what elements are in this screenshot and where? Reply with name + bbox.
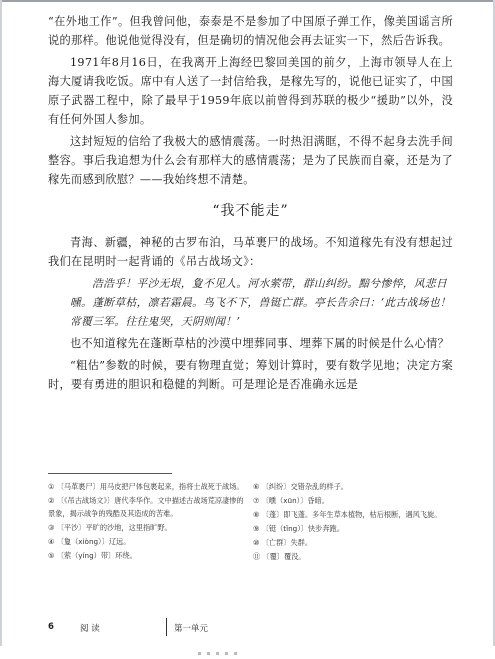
page-left-border [0,0,2,646]
footnote: ⑩ 〔亡群〕失群。 [253,538,313,547]
footnote: ① 〔马革裹尸〕用马皮把尸体包裹起来，指将士战死于战场。 [48,482,244,491]
bottom-decoration [198,640,278,644]
unit-label: 第一单元 [174,624,209,634]
paragraph: “粗估”参数的时候，要有物理直觉；筹划计算时，要有数学见地；决定方案时，要有勇进的胆识和稳健的判断。可是理论是否准确永远是 [48,359,453,391]
footnote: ⑥ 〔纠纷〕交错杂乱的样子。 [253,482,348,491]
poem-quote: 浩浩乎！平沙无垠，夐不见人。河水萦带，群山纠纷。黯兮惨悴，风悲日曛。蓬断草枯，凛若霜晨。鸟飞不下，兽铤亡群。亭长告余曰：‘此古战场也！常覆三军。往往鬼哭，天阴则闻！’ [70,277,452,328]
section-title: “我不能走” [212,203,289,219]
course-label: 阅 读 [80,624,100,634]
footnote: ⑧ 〔蓬〕即飞蓬。多年生草本植物，枯后根断，遇风飞旋。 [253,510,442,519]
footnote: ③ 〔平沙〕平旷的沙地，这里指旷野。 [48,523,172,532]
paragraph: “在外地工作”。但我曾问他，泰泰是不是参加了中国原子弹工作，像美国谣言所说的那样。他说他觉得没有，但是确切的情况他会再去证实一下，然后告诉我。 [48,15,453,47]
paragraph: 这封短短的信给了我极大的感情震荡。一时热泪满眶，不得不起身去洗手间整容。事后我追想为什么会有那样大的感情震荡；是为了民族而自豪，还是为了稼先而感到欣慰？——我始终想不清楚。 [48,135,453,186]
footnote: ⑪ 〔覆〕覆没。 [253,552,306,561]
footnote-rule [48,473,172,474]
footnote: ⑦ 〔曛（xūn）〕昏暗。 [253,496,329,505]
page-footer [48,622,453,636]
paragraph: 也不知道稼先在蓬断草枯的沙漠中埋葬同事、埋葬下属的时候是什么心情？ [70,337,450,350]
footnotes-left [48,480,248,564]
footnote: ⑤ 〔萦（yíng）带〕环绕。 [48,551,137,560]
footnote: ② 〔《吊古战场文》〕唐代李华作。文中描述古战场荒凉凄惨的景象，揭示战争的残酷及其造成的苦难。 [48,496,244,518]
footnote: ④ 〔夐（xiòng）〕辽远。 [48,537,131,546]
footnotes [48,480,453,564]
footnote: ⑨ 〔铤（tǐng）〕快步奔跑。 [253,524,344,533]
main-text [48,12,453,397]
paragraph: 1971年8月16日，在我离开上海经巴黎回美国的前夕，上海市领导人在上海大厦请我吃饭。席中有人送了一封信给我，是稼先写的，说他已证实了，中国原子武器工程中，除了最早于1959年底以前曾得到苏联的极少“援助”以外，没有任何外国人参加。 [48,56,453,126]
footnotes-right [253,480,453,564]
paragraph: 青海、新疆，神秘的古罗布泊，马革裹尸的战场。不知道稼先有没有想起过我们在昆明时一起背诵的《吊古战场文》： [48,236,453,268]
page-top-border [0,0,495,2]
page-number: 6 [48,622,54,632]
footer-divider [166,618,167,636]
